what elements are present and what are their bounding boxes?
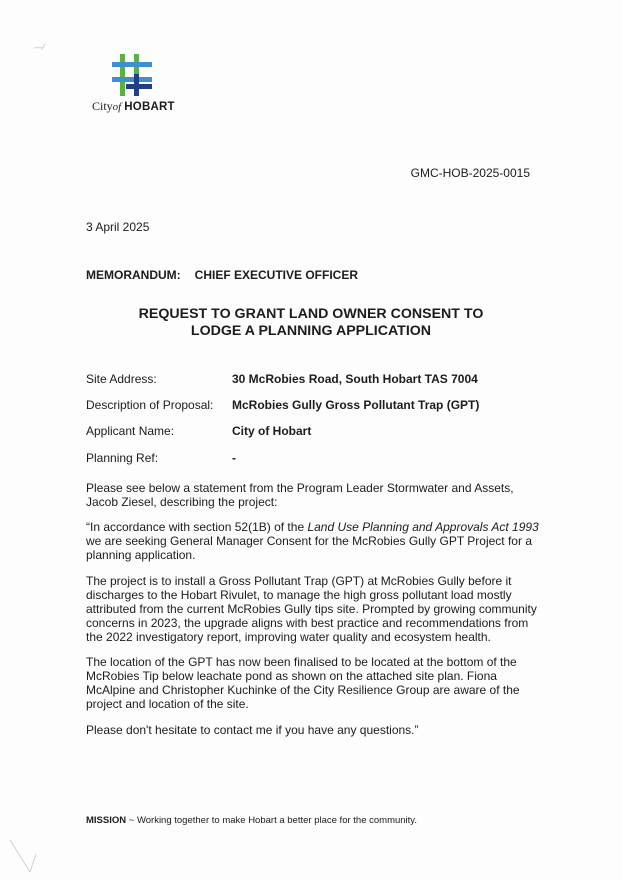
detail-value: City of Hobart — [232, 424, 312, 438]
title-line-1: REQUEST TO GRANT LAND OWNER CONSENT TO — [138, 306, 484, 322]
detail-value: 30 McRobies Road, South Hobart TAS 7004 — [232, 372, 478, 386]
statement-paragraph-4: Please don't hesitate to contact me if you have any questions.” — [86, 723, 419, 737]
intro-paragraph: Please see below a statement from the Program Leader Stormwater and Assets, Jacob Ziesel, describing the project: — [86, 481, 514, 509]
logo-bar-green-1 — [120, 54, 125, 96]
statement-paragraph-2: The project is to install a Gross Pollutant Trap (GPT) at McRobies Gully before it discharges to the Hobart Rivulet, to manage the high gross pollutant load mostly attributed from the current McRobies Gully tips site. Prompted by growing community concerns in 2023, the upgrade aligns with best practice and recommendations from the 2022 investigatory report, improving water quality and ecosystem health. — [86, 574, 537, 644]
memo-label: MEMORANDUM: — [86, 268, 181, 282]
statement-p1-start: “In accordance with section 52(1B) of the — [86, 520, 308, 534]
logo-bar-blue-2 — [112, 77, 152, 82]
detail-row-description — [86, 398, 479, 412]
logo-word-hobart: HOBART — [124, 101, 175, 113]
document-reference: GMC-HOB-2025-0015 — [410, 166, 530, 180]
detail-row-planning-ref — [86, 451, 236, 465]
hobart-grid-logo-icon — [112, 54, 152, 96]
detail-row-applicant — [86, 424, 311, 438]
statement-paragraph-1 — [86, 520, 546, 562]
detail-label: Planning Ref: — [86, 451, 159, 465]
footer-mission-text: ~ Working together to make Hobart a better place for the community. — [126, 815, 417, 826]
statement-p1-end: we are seeking General Manager Consent for the McRobies Gully GPT Project for a planning application. — [86, 534, 532, 562]
logo-wordmark — [92, 99, 175, 114]
memo-heading — [86, 268, 358, 282]
scan-artifact: ―⁄ — [34, 42, 45, 52]
logo-bar-blue-1 — [112, 62, 152, 67]
document-date: 3 April 2025 — [86, 220, 150, 234]
detail-row-site-address — [86, 372, 478, 386]
footer-mission-label: MISSION — [86, 815, 127, 826]
statement-paragraph-3: The location of the GPT has now been finalised to be located at the bottom of the McRobies Tip below leachate pond as shown on the attached site plan. Fiona McAlpine and Christopher Kuchinke of the City Resilience Group are aware of the project and location of the site. — [86, 655, 520, 711]
mission-footer — [86, 815, 417, 826]
memo-recipient: CHIEF EXECUTIVE OFFICER — [194, 268, 359, 282]
detail-label: Description of Proposal: — [86, 398, 214, 412]
detail-value: - — [232, 451, 236, 465]
detail-label: Applicant Name: — [86, 424, 175, 438]
logo-word-city: City — [92, 99, 113, 113]
statement-p1-act-title: Land Use Planning and Approvals Act 1993 — [307, 520, 539, 534]
detail-value: McRobies Gully Gross Pollutant Trap (GPT) — [232, 398, 480, 412]
city-of-hobart-logo — [92, 54, 182, 114]
logo-word-of: of — [112, 101, 122, 113]
logo-bar-navy-2 — [126, 84, 152, 89]
detail-label: Site Address: — [86, 372, 157, 386]
document-title — [86, 306, 536, 340]
scan-corner-artifact — [6, 836, 46, 876]
title-line-2: LODGE A PLANNING APPLICATION — [190, 323, 432, 339]
